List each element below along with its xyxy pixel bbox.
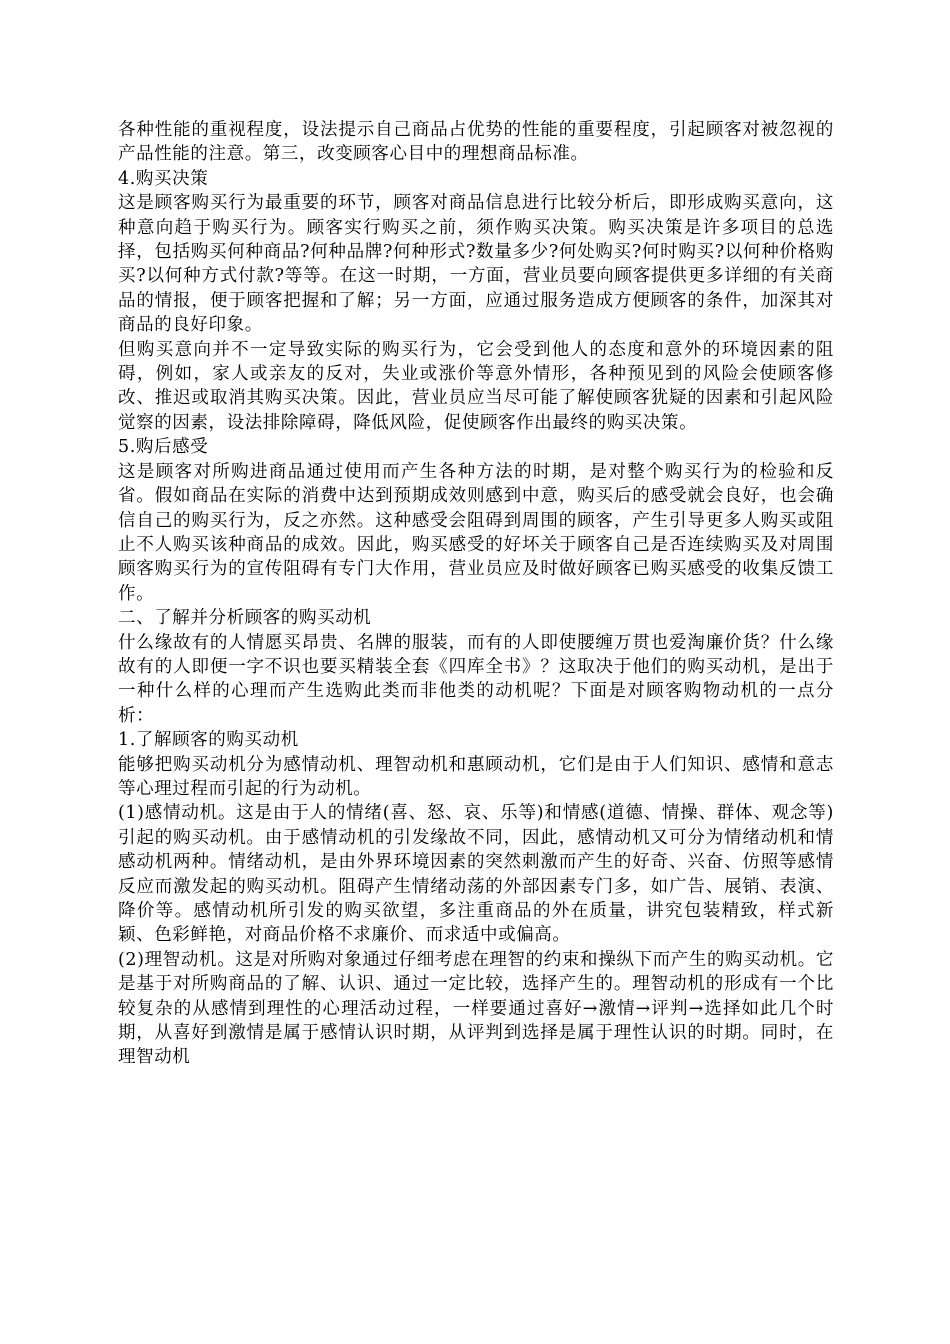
- paragraph: 各种性能的重视程度，设法提示自己商品占优势的性能的重要程度，引起顾客对被忽视的产品性能的注意。第三，改变顾客心目中的理想商品标准。: [118, 120, 834, 165]
- paragraph: 但购买意向并不一定导致实际的购买行为，它会受到他人的态度和意外的环境因素的阻碍，例如，家人或亲友的反对，失业或涨价等意外情形，各种预见到的风险会使顾客修改、推迟或取消其购买决策。因此，营业员应当尽可能了解使顾客犹疑的因素和引起风险觉察的因素，设法排除障碍，降低风险，促使顾客作出最终的购买决策。: [118, 339, 834, 433]
- section-heading-understand-motives: 1.了解顾客的购买动机: [118, 730, 299, 751]
- paragraph: 能够把购买动机分为感情动机、理智动机和惠顾动机，它们是由于人们知识、感情和意志等心理过程而引起的行为动机。: [118, 754, 834, 799]
- paragraph: 这是顾客购买行为最重要的环节，顾客对商品信息进行比较分析后，即形成购买意向，这种意向趋于购买行为。顾客实行购买之前，须作购买决策。购买决策是许多项目的总选择，包括购买何种商品?何种品牌?何种形式?数量多少?何处购买?何时购买?以何种价格购买?以何种方式付款?等等。在这一时期，一方面，营业员要向顾客提供更多详细的有关商品的情报，便于顾客把握和了解；另一方面，应通过服务造成方便顾客的条件，加深其对商品的良好印象。: [118, 193, 834, 336]
- paragraph: 什么缘故有的人情愿买昂贵、名牌的服装，而有的人即使腰缠万贯也爱淘廉价货？什么缘故有的人即便一字不识也要买精装全套《四库全书》？这取决于他们的购买动机，是出于一种什么样的心理而产生选购此类而非他类的动机呢？下面是对顾客购物动机的一点分析：: [118, 632, 834, 726]
- section-heading-purchase-motives: 二、了解并分析顾客的购买动机: [118, 608, 372, 629]
- section-heading-purchase-decision: 4.购买决策: [118, 168, 209, 189]
- document-page: [118, 118, 834, 1070]
- section-heading-post-purchase: 5.购后感受: [118, 437, 209, 458]
- paragraph: (1)感情动机。这是由于人的情绪(喜、怒、哀、乐等)和情感(道德、情操、群体、观念等)引起的购买动机。由于感情动机的引发缘故不同，因此，感情动机又可分为情绪动机和情感动机两种。情绪动机，是由外界环境因素的突然刺激而产生的好奇、兴奋、仿照等感情反应而激发起的购买动机。阻碍产生情绪动荡的外部因素专门多，如广告、展销、表演、降价等。感情动机所引发的购买欲望，多注重商品的外在质量，讲究包装精致，样式新颖、色彩鲜艳，对商品价格不求廉价、而求适中或偏高。: [118, 803, 834, 946]
- paragraph: (2)理智动机。这是对所购对象通过仔细考虑在理智的约束和操纵下而产生的购买动机。它是基于对所购商品的了解、认识、通过一定比较，选择产生的。理智动机的形成有一个比较复杂的从感情到理性的心理活动过程，一样要通过喜好→激情→评判→选择如此几个时期，从喜好到激情是属于感情认识时期，从评判到选择是属于理性认识的时期。同时，在理智动机: [118, 949, 834, 1068]
- paragraph: 这是顾客对所购进商品通过使用而产生各种方法的时期，是对整个购买行为的检验和反省。假如商品在实际的消费中达到预期成效则感到中意，购买后的感受就会良好，也会确信自己的购买行为，反之亦然。这种感受会阻碍到周围的顾客，产生引导更多人购买或阻止不人购买该种商品的成效。因此，购买感受的好坏关于顾客自己是否连续购买及对周围顾客购买行为的宣传阻碍有专门大作用，营业员应及时做好顾客已购买感受的收集反馈工作。: [118, 461, 834, 604]
